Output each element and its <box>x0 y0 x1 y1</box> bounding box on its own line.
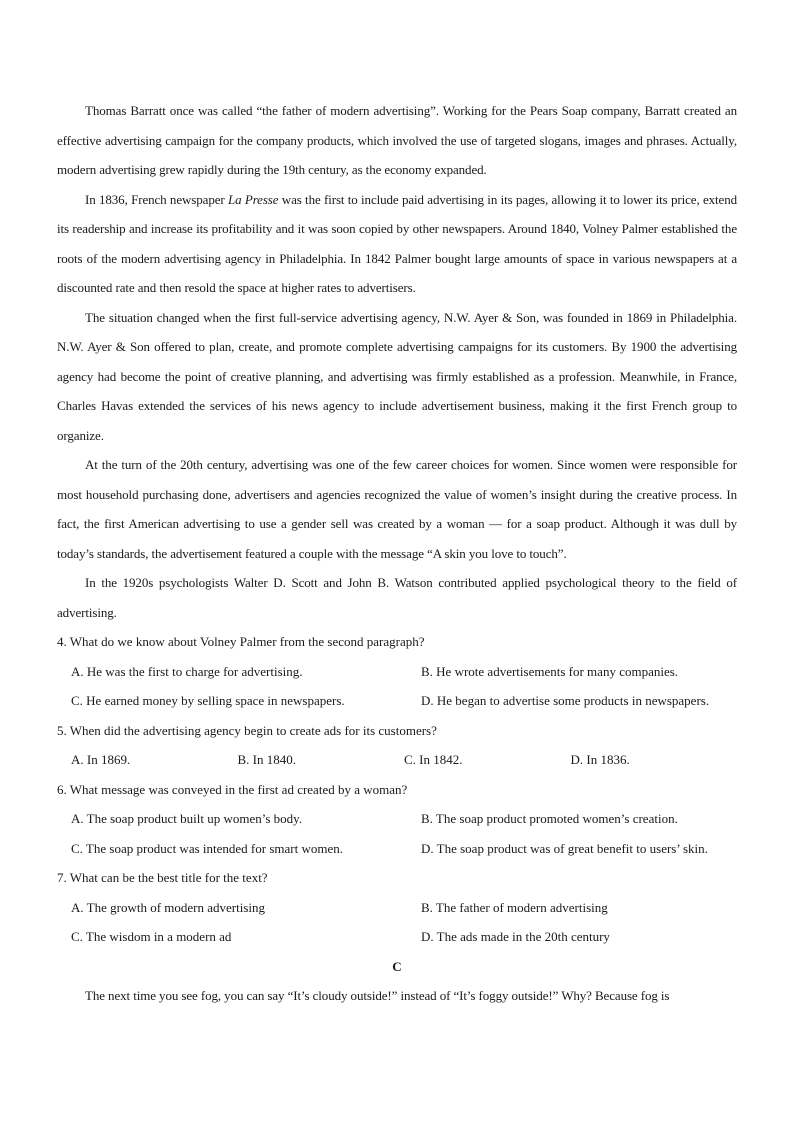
section-c-heading: C <box>392 958 402 974</box>
question-4-option-b: B. He wrote advertisements for many companies. <box>421 663 679 679</box>
section-c-paragraph-1: The next time you see fog, you can say “It’s cloudy outside!” instead of “It’s foggy outside!” Why? Because fog is <box>85 988 670 1003</box>
passage-paragraph-2 <box>57 185 737 303</box>
question-6-option-c: C. The soap product was intended for smart women. <box>71 840 343 856</box>
question-7-option-c: C. The wisdom in a modern ad <box>71 929 232 944</box>
question-4-options-row-1 <box>57 657 737 687</box>
question-7-option-b: B. The father of modern advertising <box>421 899 608 915</box>
question-4-stem: 4. What do we know about Volney Palmer from the second paragraph? <box>57 634 425 649</box>
question-4-option-a: A. He was the first to charge for advertising. <box>71 663 303 679</box>
question-5-options-row <box>57 745 737 775</box>
question-6-stem: 6. What message was conveyed in the first ad created by a woman? <box>57 781 408 797</box>
passage-paragraph-1: Thomas Barratt once was called “the father of modern advertising”. Working for the Pears Soap company, Barratt created an effective advertising campaign for the company products, which involved the use of targeted slogans, images and phrases. Actually, modern advertising grew rapidly during the 19th century, as the economy expanded. <box>57 103 737 177</box>
question-6-options-row-1 <box>57 804 737 834</box>
question-6-option-b: B. The soap product promoted women’s creation. <box>421 811 678 826</box>
question-4-option-c: C. He earned money by selling space in newspapers. <box>71 693 345 708</box>
passage-paragraph-3: The situation changed when the first full-service advertising agency, N.W. Ayer & Son, was founded in 1869 in Philadelphia. N.W. Ayer & Son offered to plan, create, and promote complete advertising campaigns for its customers. By 1900 the advertising agency had become the point of creative planning, and advertising was firmly established as a profession. Meanwhile, in France, Charles Havas extended the services of his news agency to include advertisement business, making it the first French group to organize. <box>57 309 737 443</box>
passage-paragraph-2-start: In 1836, French newspaper <box>85 191 228 207</box>
question-5-option-d: D. In 1836. <box>570 752 630 767</box>
question-7-option-d: D. The ads made in the 20th century <box>421 929 610 944</box>
question-7-options-row-1 <box>57 893 737 923</box>
passage-paragraph-4: At the turn of the 20th century, advertising was one of the few career choices for women. Since women were responsible for most household purchasing done, advertisers and agencies recognized the value of women’s insight during the creative process. In fact, the first American advertising to use a gender sell was created by a woman — for a soap product. Although it was dull by today’s standards, the advertisement featured a couple with the message “A skin you love to touch”. <box>57 457 737 561</box>
question-5-option-c: C. In 1842. <box>404 752 463 767</box>
passage-paragraph-2-rest: was the first to include paid advertising in its pages, allowing it to lower its price, extend its readership and increase its profitability and it was soon copied by other newspapers. Around 1840, Volney Palmer established the roots of the modern advertising agency in Philadelphia. In 1842 Palmer bought large amounts of space in various newspapers at a discounted rate and then resold the space at higher rates to advertisers. <box>57 191 737 295</box>
question-5-option-b: B. In 1840. <box>237 752 296 767</box>
question-6-option-a: A. The soap product built up women’s body. <box>71 811 303 826</box>
question-6-option-d: D. The soap product was of great benefit to users’ skin. <box>421 840 708 856</box>
newspaper-name: La Presse <box>227 191 279 207</box>
question-4-option-d: D. He began to advertise some products in newspapers. <box>421 693 710 708</box>
question-6-options-row-2 <box>57 834 737 864</box>
question-4-options-row-2 <box>57 686 737 716</box>
passage-paragraph-5: In the 1920s psychologists Walter D. Scott and John B. Watson contributed applied psychological theory to the field of advertising. <box>57 575 737 620</box>
exam-page <box>57 96 737 1011</box>
question-5-stem: 5. When did the advertising agency begin to create ads for its customers? <box>57 722 437 738</box>
question-7-options-row-2 <box>57 922 737 952</box>
question-5-option-a: A. In 1869. <box>71 752 131 767</box>
question-7-option-a: A. The growth of modern advertising <box>71 899 265 915</box>
question-7-stem: 7. What can be the best title for the text? <box>57 870 268 885</box>
